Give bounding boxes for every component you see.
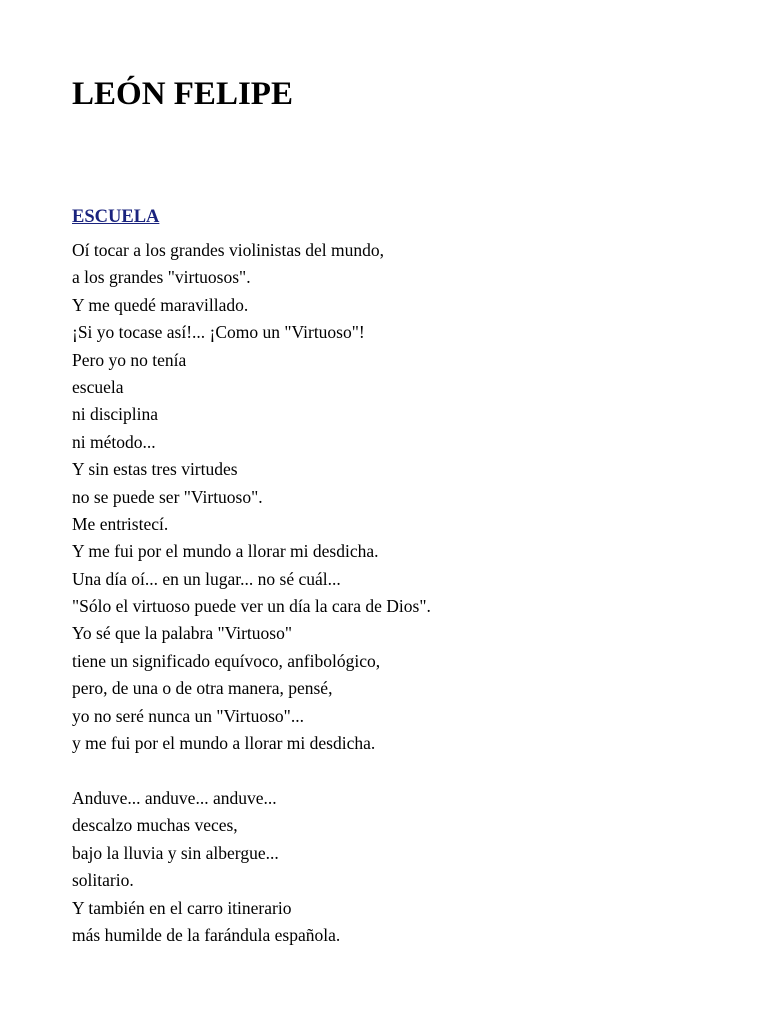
poem-line: tiene un significado equívoco, anfibológico, (72, 650, 381, 671)
poem-line: a los grandes "virtuosos". (72, 267, 251, 288)
author-heading: LEÓN FELIPE (72, 76, 293, 112)
poem-line: pero, de una o de otra manera, pensé, (72, 678, 333, 699)
poem-line: descalzo muchas veces, (72, 815, 238, 836)
poem-line: Yo sé que la palabra "Virtuoso" (72, 623, 292, 644)
poem-line: Oí tocar a los grandes violinistas del mundo, (72, 240, 385, 260)
poem-line: solitario. (72, 870, 134, 891)
poem-line: ni método... (72, 431, 156, 452)
poem-line: Y también en el carro itinerario (72, 897, 292, 918)
poem-line: yo no seré nunca un "Virtuoso"... (72, 705, 304, 726)
poem-line: más humilde de la farándula española. (72, 924, 341, 945)
poem-line: ¡Si yo tocase así!... ¡Como un "Virtuoso"! (72, 322, 365, 343)
poem-line: no se puede ser "Virtuoso". (72, 486, 263, 507)
stanza-1 (72, 237, 431, 757)
poem-line: escuela (72, 376, 124, 397)
poem-line: "Sólo el virtuoso puede ver un día la cara de Dios". (72, 596, 431, 617)
poem-line: Una día oí... en un lugar... no sé cuál... (72, 568, 341, 589)
poem-line: Y me quedé maravillado. (72, 294, 249, 315)
poem-title-link[interactable]: ESCUELA (72, 207, 160, 227)
poem-line: bajo la lluvia y sin albergue... (72, 842, 279, 863)
stanza-2 (72, 785, 340, 949)
poem-line: Me entristecí. (72, 513, 169, 534)
poem-line: Y sin estas tres virtudes (72, 459, 238, 480)
poem-line: Pero yo no tenía (72, 349, 187, 370)
poem-line: Anduve... anduve... anduve... (72, 788, 277, 808)
poem-line: ni disciplina (72, 404, 159, 425)
poem-line: Y me fui por el mundo a llorar mi desdicha. (72, 541, 379, 562)
poem-line: y me fui por el mundo a llorar mi desdicha. (72, 733, 376, 754)
